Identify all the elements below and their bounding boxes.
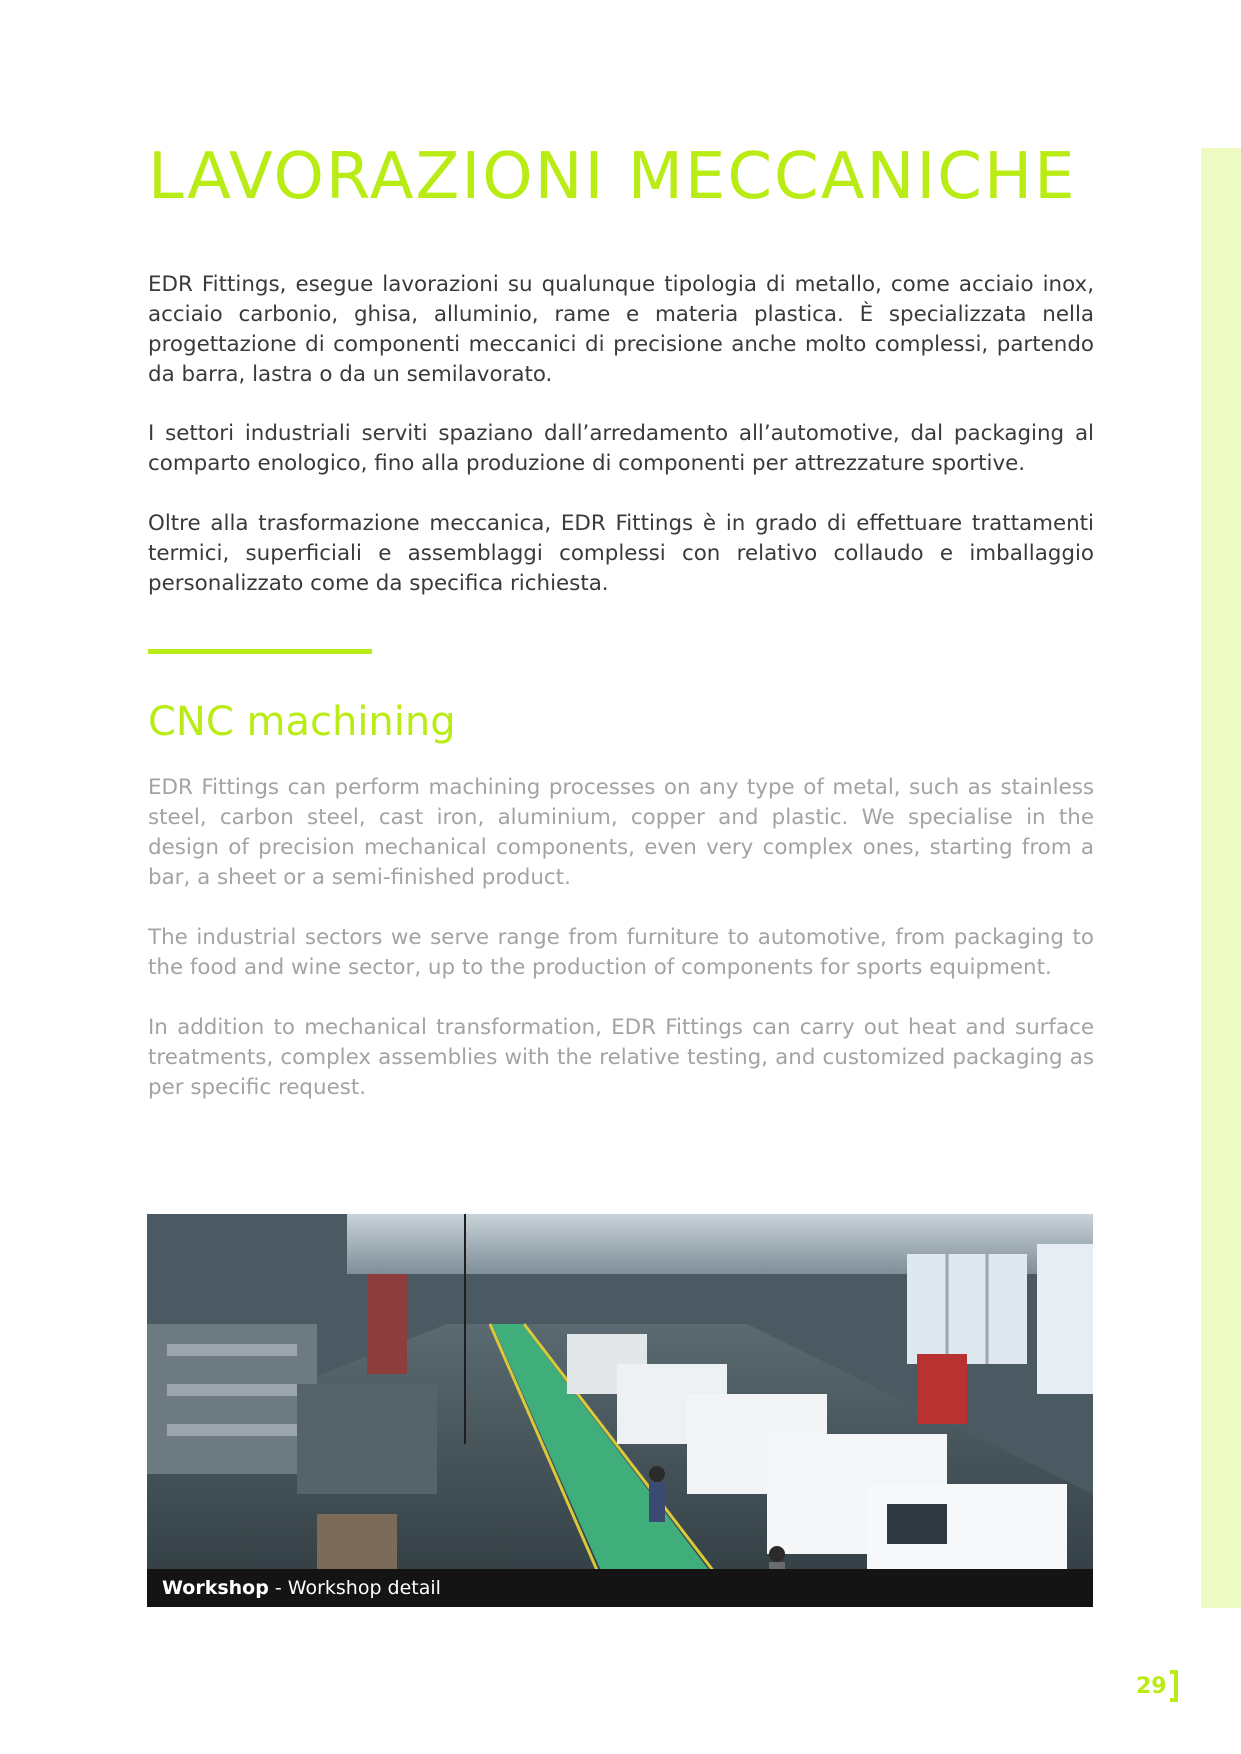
section-subtitle: CNC machining (148, 699, 456, 745)
page-title: LAVORAZIONI MECCANICHE (148, 140, 1077, 214)
italian-paragraph-2: I settori industriali serviti spaziano dall’arredamento all’automotive, dal packaging al comparto enologico, fino alla produzione di componenti per attrezzature sportive. (148, 421, 1094, 476)
workshop-illustration (147, 1214, 1093, 1607)
caption-separator: - (268, 1577, 288, 1599)
photo-caption (147, 1569, 1093, 1607)
italian-paragraph-3: Oltre alla trasformazione meccanica, EDR Fittings è in grado di effettuare trattamenti termici, superficiali e assemblaggi complessi con relativo collaudo e imballaggio personalizzato come da specifica richiesta. (148, 511, 1094, 596)
page-number-bracket (1170, 1670, 1178, 1702)
page-number: 29 (1136, 1674, 1167, 1699)
italian-paragraph-1: EDR Fittings, esegue lavorazioni su qualunque tipologia di metallo, come acciaio inox, acciaio carbonio, ghisa, alluminio, rame e materia plastica. È specializzata nella progettazione di componenti meccanici di precisione anche molto complessi, partendo da barra, lastra o da un semilavorato. (148, 272, 1094, 387)
english-paragraph-1: EDR Fittings can perform machining processes on any type of metal, such as stainless steel, carbon steel, cast iron, aluminium, copper and plastic. We specialise in the design of precision mechanical components, even very complex ones, starting from a bar, a sheet or a semi-finished product. (148, 775, 1094, 890)
side-accent-band (1201, 148, 1241, 1608)
english-paragraph-3: In addition to mechanical transformation, EDR Fittings can carry out heat and surface treatments, complex assemblies with the relative testing, and customized packaging as per specific request. (148, 1015, 1094, 1100)
english-paragraph-2: The industrial sectors we serve range from furniture to automotive, from packaging to the food and wine sector, up to the production of components for sports equipment. (148, 925, 1094, 980)
caption-title: Workshop (162, 1577, 269, 1599)
section-divider (148, 649, 372, 654)
workshop-photo (147, 1214, 1093, 1607)
caption-text: Workshop detail (287, 1577, 441, 1599)
